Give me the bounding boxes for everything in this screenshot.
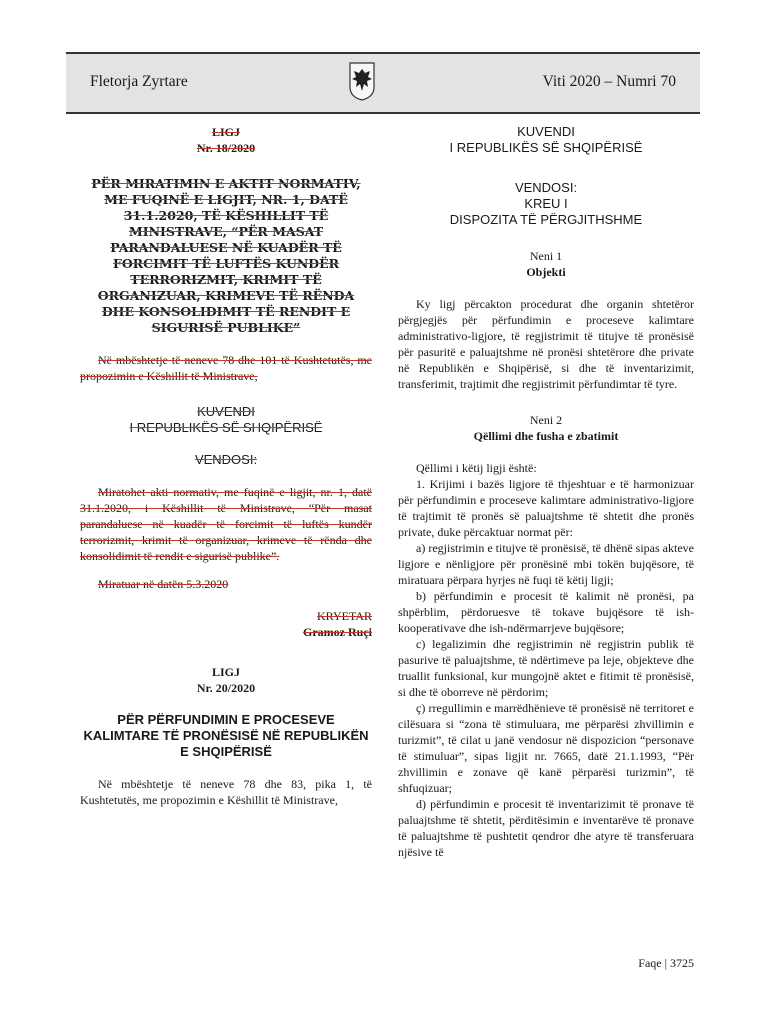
- article2-number: Neni 2: [529, 413, 563, 427]
- chair-name: Gramoz Ruçi: [303, 625, 372, 639]
- assembly-republic: I REPUBLIKËS SË SHQIPËRISË: [449, 140, 643, 155]
- law1-basis: Në mbështetje të neneve 78 dhe 101 të Kushtetutës, me propozimin e Këshillit të Ministrave,: [80, 353, 372, 383]
- law1-number: Nr. 18/2020: [196, 141, 256, 155]
- left-column: [80, 124, 372, 808]
- law2-title: LIGJ: [211, 665, 240, 679]
- gazette-name: Fletorja Zyrtare: [90, 73, 188, 90]
- article2-item-c-cedilla: ç) rregullimin e marrëdhënieve të pronësisë në territoret e cilësuara si “zona të stimuluara, me përparësi zhvillimin e turizmit”, të cilat u janë vendosur në dispozicion “personave të stimuluar”, sipas ligjit nr. 7665, datë 21.1.1993, “Për zhvillimin e zonave që kanë përparësi turizmin”, të shfuqizuar;: [398, 701, 694, 795]
- article2-item-b: b) përfundimin e procesit të kalimit në pronësi, pa shpërblim, përdoruesve të tokave bujqësore të ish-kooperativave dhe ish-ndërmarrjeve bujqësore;: [398, 589, 694, 635]
- article1-body: Ky ligj përcakton procedurat dhe organin shtetëror përgjegjës për përfundimin e proceseve kalimtare administrativo-ligjore, të regjistrimit të titujve të pronësisë për pasuritë e paluajtshme në pronësi shtetërore dhe private në Republikën e Shqipërisë, si dhe të inventarizimit, transferimit, trajtimit dhe regjistrimit përfundimtar të tyre.: [398, 297, 694, 391]
- article2-title: Qëllimi dhe fusha e zbatimit: [473, 429, 619, 443]
- law1-body: Miratohet akti normativ, me fuqinë e ligjit, nr. 1, datë 31.1.2020, i Këshillit të Ministrave, “Për masat parandaluese në kuadër të forcimit të luftës kundër terrorizmit, krimit të organizuar, krimeve të rënda dhe konsolidimit të rendit e sigurisë publike”.: [80, 485, 372, 563]
- law1-assembly: KUVENDI: [197, 404, 255, 419]
- assembly: KUVENDI: [517, 124, 575, 139]
- law1-decides: VENDOSI:: [194, 452, 258, 467]
- issue-info: Viti 2020 – Numri 70: [542, 73, 676, 90]
- law2-heading: PËR PËRFUNDIMIN E PROCESEVE KALIMTARE TË PRONËSISË NË REPUBLIKËN E SHQIPËRISË: [83, 712, 369, 759]
- albanian-eagle-emblem-icon: [348, 61, 376, 101]
- law2-basis: Në mbështetje të neneve 78 dhe 83, pika 1, të Kushtetutës, me propozimin e Këshillit të Ministrave,: [80, 777, 372, 807]
- law1-assembly-republic: I REPUBLIKËS SË SHQIPËRISË: [129, 420, 323, 435]
- article2-point1: 1. Krijimi i bazës ligjore të thjeshtuar e të harmonizuar për përfundimin e proceseve kalimtare administrativo-ligjore të trajtimit të pronës së paluajtshme të shtetit dhe pronës private, duke përcaktuar normat për:: [398, 477, 694, 539]
- article2-item-a: a) regjistrimin e titujve të pronësisë, të dhënë sipas akteve ligjore e nënligjore për pronësinë mbi tokën bujqësore, të miratuara përpara hyrjes në fuqi të këtij ligji;: [398, 541, 694, 587]
- chapter-title: DISPOZITA TË PËRGJITHSHME: [449, 212, 643, 227]
- article1-number: Neni 1: [529, 249, 563, 263]
- article2-item-d: d) përfundimin e procesit të inventarizimit të pronave të paluajtshme të shtetit, përditësimin e inventarëve të pronave të paluajtshme të pushtetit qendror dhe atyre të transferuara njësive të: [398, 797, 694, 859]
- law1-approved: Miratuar në datën 5.3.2020: [98, 577, 229, 591]
- law1-heading: PËR MIRATIMIN E AKTIT NORMATIV, ME FUQINË E LIGJIT, NR. 1, DATË 31.1.2020, TË KËSHILLIT TË MINISTRAVE, “PËR MASAT PARANDALUESE NË KUADËR TË FORCIMIT TË LUFTËS KUNDËR TERRORIZMIT, KRIMIT TË ORGANIZUAR, KRIMEVE TË RËNDA DHE KONSOLIDIMIT TË RENDIT E SIGURISË PUBLIKE”: [91, 176, 361, 335]
- law2-number: Nr. 20/2020: [196, 681, 256, 695]
- right-column: [398, 124, 694, 860]
- decides: VENDOSI:: [514, 180, 578, 195]
- article1-title: Objekti: [526, 265, 566, 279]
- chapter-number: KREU I: [524, 196, 568, 211]
- law1-title: LIGJ: [211, 125, 240, 139]
- gazette-header: [66, 52, 700, 114]
- article2-intro: Qëllimi i këtij ligji është:: [416, 461, 537, 475]
- article2-item-c: c) legalizimin dhe regjistrimin në regjistrin publik të pasurive të paluajtshme, të ndërtimeve pa leje, objekteve dhe truallit funksional, kur mungojnë aktet e fitimit të pronësisë, si dhe të oborreve në përdorim;: [398, 637, 694, 699]
- page-number: Faqe | 3725: [638, 956, 694, 970]
- chair-title: KRYETAR: [316, 609, 372, 623]
